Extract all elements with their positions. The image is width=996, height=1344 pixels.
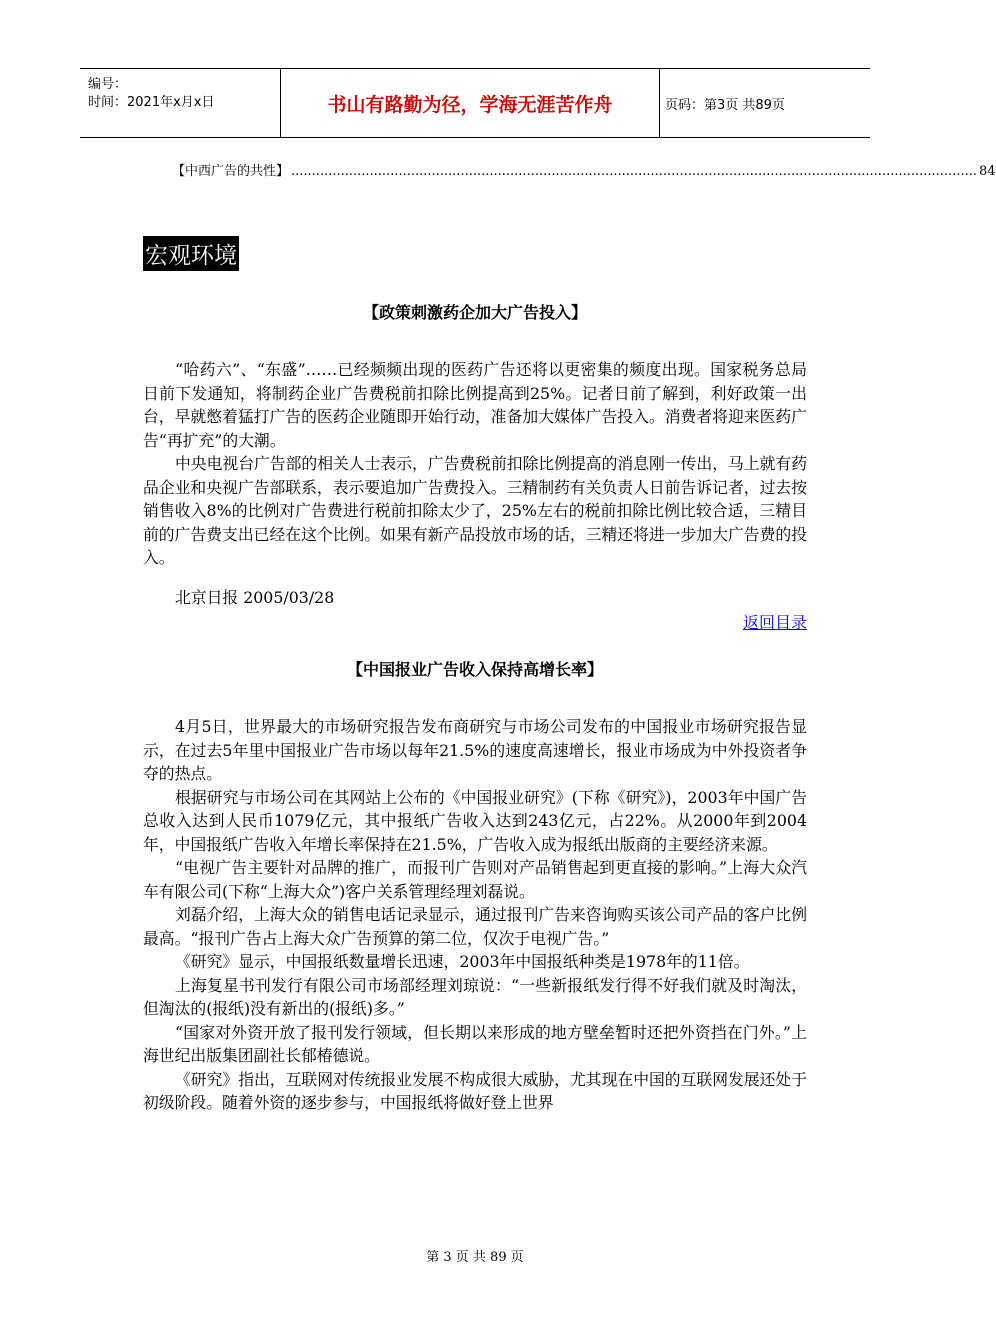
header-page-info: 页码：第3页 共89页 — [665, 97, 785, 113]
time-label: 时间：2021年x月x日 — [88, 95, 215, 110]
paragraph: 4月5日，世界最大的市场研究报告发布商研究与市场公司发布的中国报业市场研究报告显示，在过去5年里中国报业广告市场以每年21.5%的速度高速增长，报业市场成为中外投资者争夺的热点。 — [143, 717, 807, 783]
paragraph: 中央电视台广告部的相关人士表示，广告费税前扣除比例提高的消息刚一传出，马上就有药品企业和央视广告部联系，表示要追加广告费投入。三精制药有关负责人日前告诉记者，过去按销售收入8%的比例对广告费进行税前扣除太少了，25%左右的税前扣除比例比较合适，三精目前的广告费支出已经在这个比例。如果有新产品投放市场的话，三精还将进一步加大广告费的投入。 — [143, 454, 807, 567]
paragraph: “电视广告主要针对品牌的推广，而报刊广告则对产品销售起到更直接的影响。”上海大众汽车有限公司(下称“上海大众”)客户关系管理经理刘磊说。 — [143, 858, 807, 901]
article-body — [143, 358, 807, 570]
page-footer: 第 3 页 共 89 页 — [426, 1250, 524, 1265]
paragraph: “国家对外资开放了报刊发行领域，但长期以来形成的地方壁垒暂时还把外资挡在门外。”上海世纪出版集团副社长郁椿德说。 — [143, 1022, 807, 1065]
toc-entry[interactable] — [172, 160, 996, 179]
back-to-toc-link[interactable]: 返回目录 — [742, 613, 807, 632]
paragraph: 《研究》显示，中国报纸数量增长迅速，2003年中国报纸种类是1978年的11倍。 — [175, 952, 750, 971]
number-label: 编号： — [88, 77, 128, 92]
toc-entry-page[interactable]: 84 — [978, 164, 996, 179]
toc-leader-dots: ...................................................................................................................................................................... — [291, 164, 977, 179]
article-source: 北京日报 2005/03/28 — [175, 588, 335, 607]
paragraph: 刘磊介绍，上海大众的销售电话记录显示，通过报刊广告来咨询购买该公司产品的客户比例最高。“报刊广告占上海大众广告预算的第二位，仅次于电视广告。” — [143, 905, 807, 948]
page-header — [80, 68, 870, 138]
article-title: 【中国报业广告收入保持高增长率】 — [346, 660, 603, 679]
article-body — [143, 715, 807, 1115]
paragraph: 上海复星书刊发行有限公司市场部经理刘琼说：“一些新报纸发行得不好我们就及时淘汰，但淘汰的(报纸)没有新出的(报纸)多。” — [143, 975, 807, 1018]
paragraph: 根据研究与市场公司在其网站上公布的《中国报业研究》(下称《研究》)，2003年中国广告总收入达到人民币1079亿元，其中报纸广告收入达到243亿元，占22%。从2000年到2004年，中国报纸广告收入年增长率保持在21.5%，广告收入成为报纸出版商的主要经济来源。 — [143, 787, 807, 854]
section-heading: 宏观环境 — [143, 236, 239, 271]
paragraph: 《研究》指出，互联网对传统报业发展不构成很大威胁，尤其现在中国的互联网发展还处于初级阶段。随着外资的逐步参与，中国报纸将做好登上世界 — [143, 1069, 807, 1112]
toc-entry-label[interactable]: 【中西广告的共性】 — [172, 164, 290, 179]
header-meta — [80, 69, 281, 137]
paragraph: “哈药六”、“东盛”……已经频频出现的医药广告还将以更密集的频度出现。国家税务总局日前下发通知，将制药企业广告费税前扣除比例提高到25%。记者日前了解到，利好政策一出台，早就憋着猛打广告的医药企业随即开始行动，准备加大媒体广告投入。消费者将迎来医药广告“再扩充”的大潮。 — [143, 360, 807, 450]
article-title: 【政策刺激药企加大广告投入】 — [362, 303, 587, 322]
header-motto: 书山有路勤为径，学海无涯苦作舟 — [281, 69, 660, 137]
